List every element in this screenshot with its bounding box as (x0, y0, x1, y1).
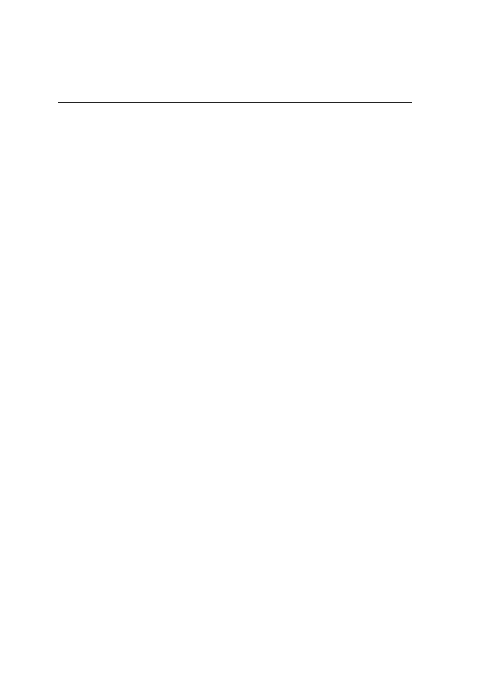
table-of-contents (58, 97, 412, 111)
divider (58, 102, 412, 103)
